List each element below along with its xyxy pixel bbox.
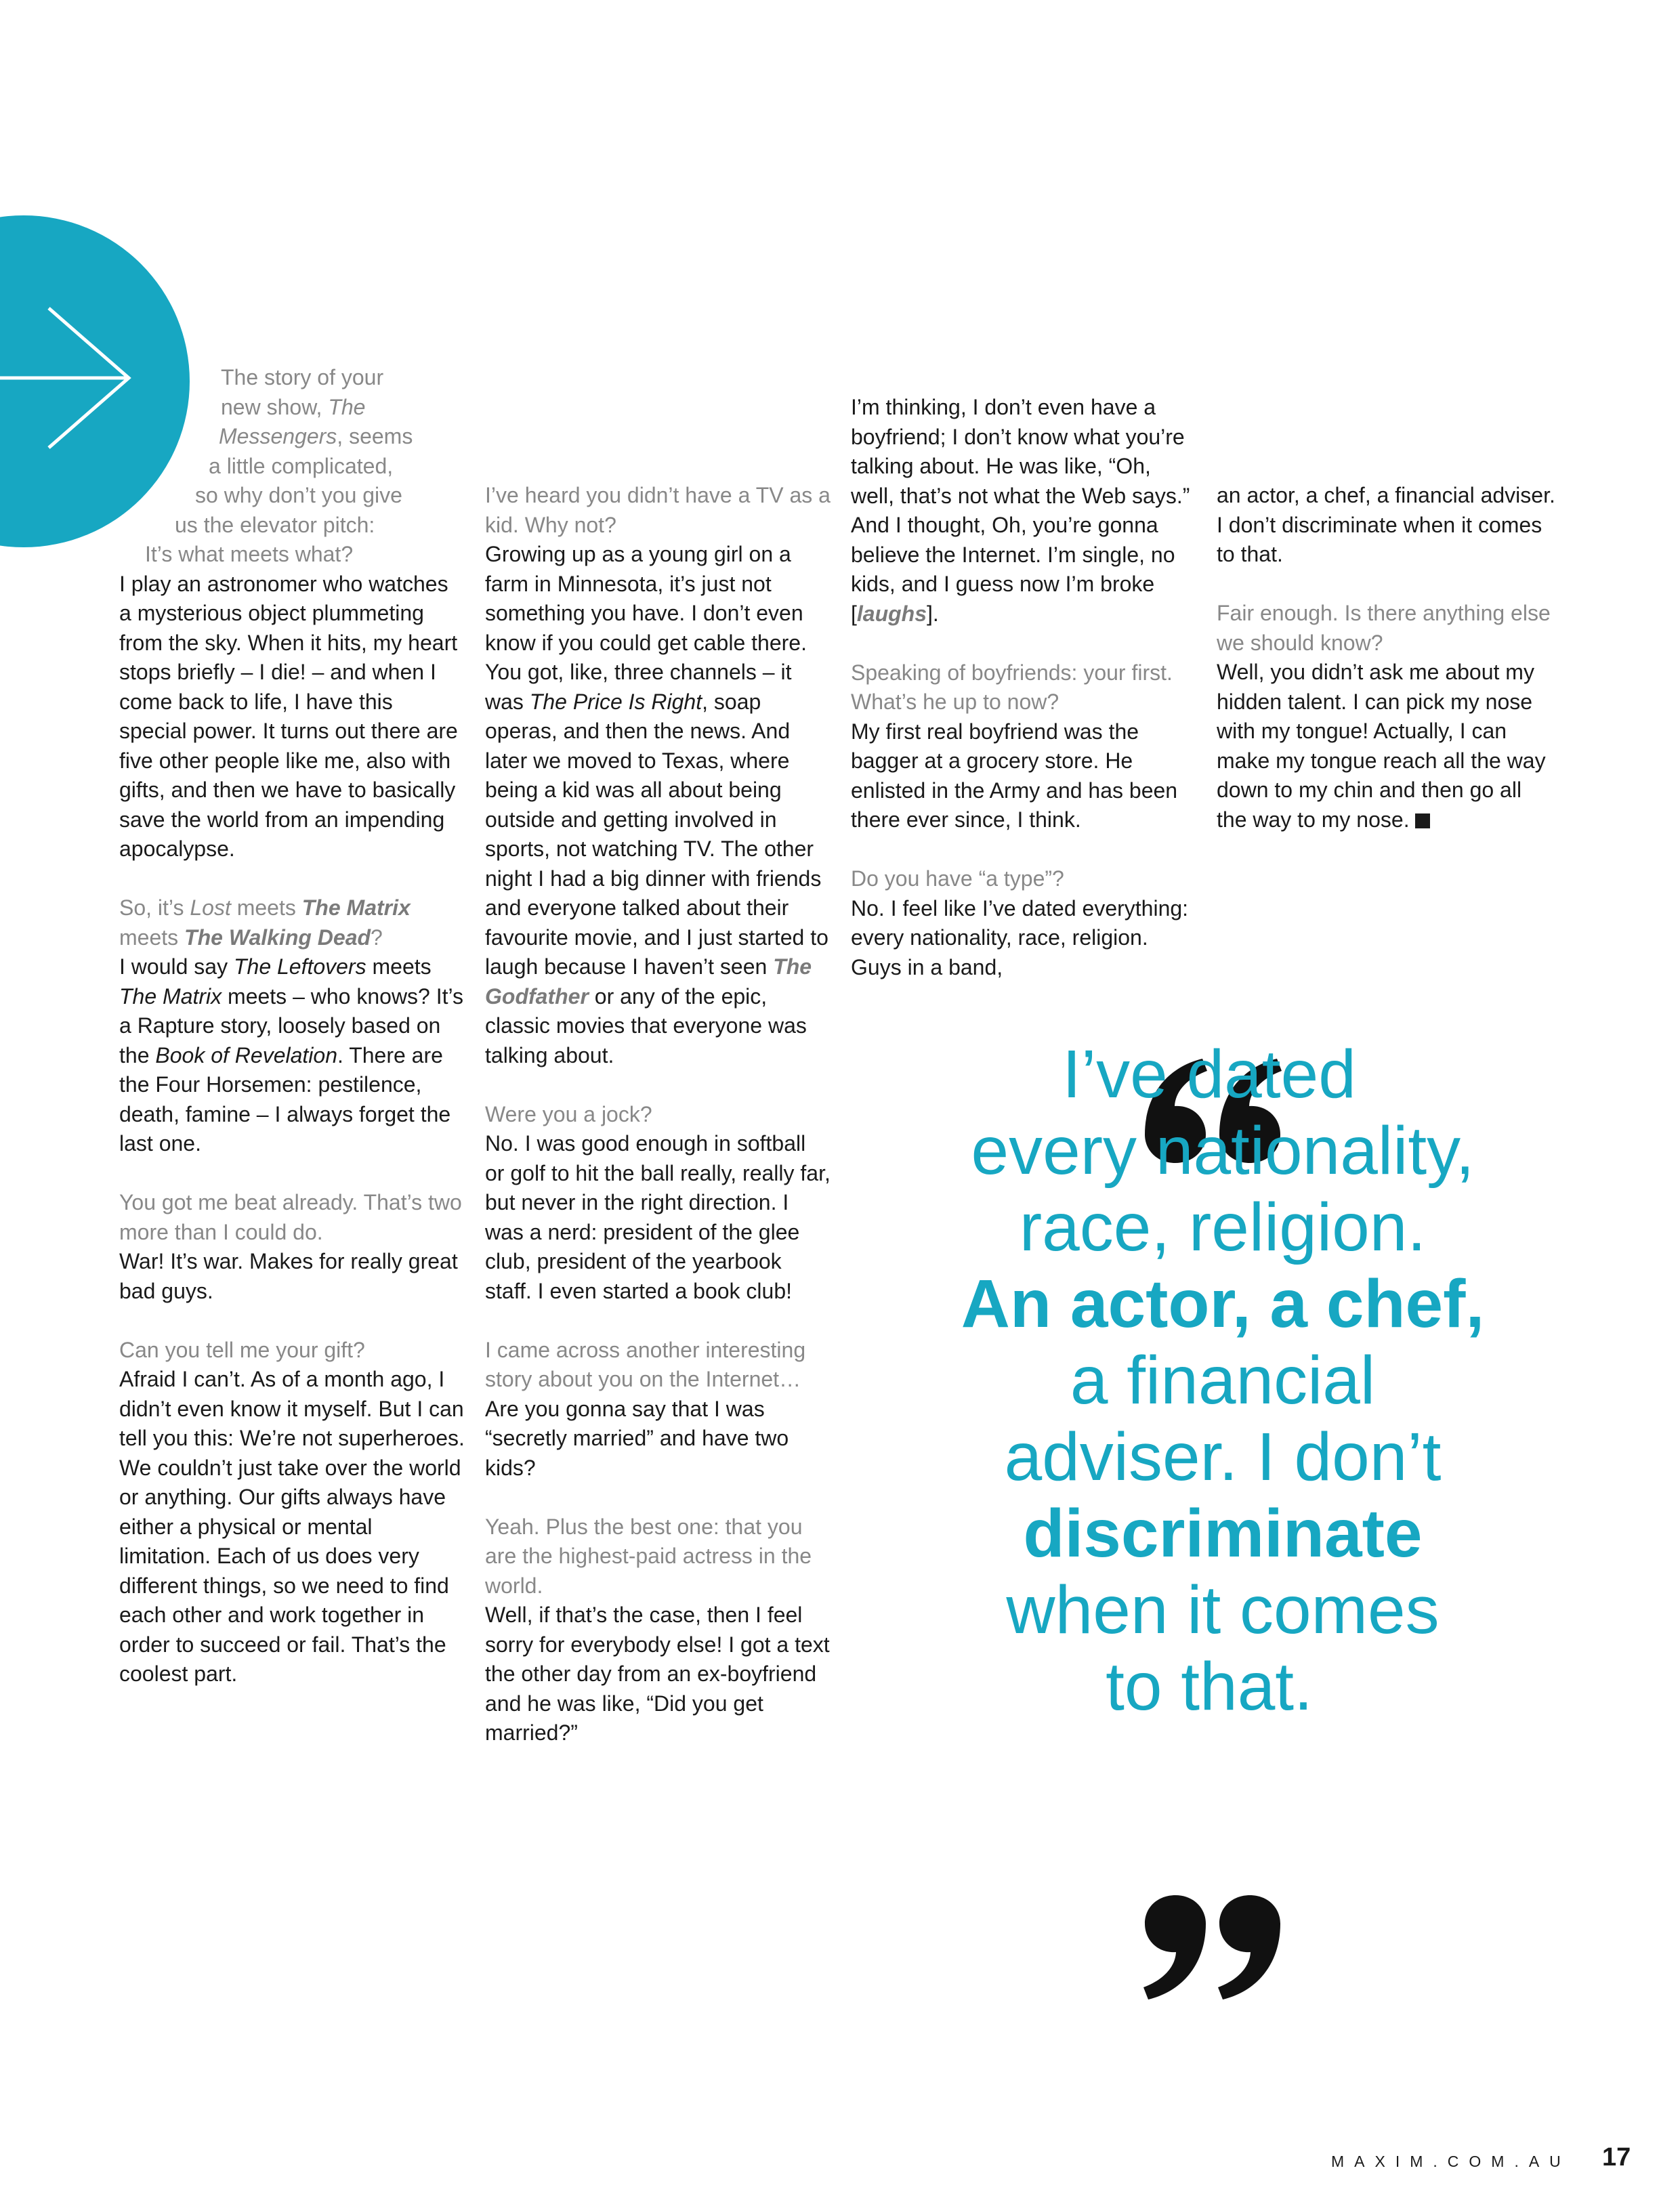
intro-line: a little complicated, <box>209 453 394 478</box>
arrow-right-icon <box>0 298 135 461</box>
pull-quote <box>935 1036 1511 1725</box>
question <box>119 893 465 952</box>
intro-text: new show, <box>221 394 329 419</box>
question: I’ve heard you didn’t have a TV as a kid. Why not? <box>485 483 831 537</box>
answer: No. I was good enough in softball or golf to hit the ball really, really far, but never in the right direction. I was a nerd: president of the glee club, president of the yearbook staff. I even started a book club! <box>485 1131 831 1303</box>
column-3 <box>851 393 1196 982</box>
pull-quote-line: adviser. I don’t <box>1004 1419 1442 1495</box>
answer: Afraid I can’t. As of a month ago, I didn’t even know it myself. But I can tell you this: We’re not superheroes. We couldn’t just take over the world or anything. Our gifts always have either a physical or mental limitation. Each of us does very different things, so we need to find each other and work together in order to succeed or fail. That’s the coolest part. <box>119 1367 465 1686</box>
intro-line <box>119 422 465 452</box>
page-number: 17 <box>1602 2143 1631 2172</box>
answer-text: ]. <box>927 601 939 626</box>
column-2 <box>485 481 831 1748</box>
question-text: meets <box>230 895 302 920</box>
title-lost: Lost <box>190 895 231 920</box>
question: Do you have “a type”? <box>851 866 1064 891</box>
intro-text: , seems <box>337 424 413 448</box>
intro-line: us the elevator pitch: <box>175 512 375 537</box>
title-leftovers: The Leftovers <box>233 954 366 979</box>
answer: Well, if that’s the case, then I feel sorry for everybody else! I got a text the other day from an ex-boyfriend and he was like, “Did you get married?” <box>485 1603 830 1745</box>
question: Fair enough. Is there anything else we should know? <box>1217 601 1551 655</box>
answer <box>119 952 465 1159</box>
question-text: So, it’s <box>119 895 190 920</box>
pull-quote-line: race, religion. <box>1019 1189 1427 1265</box>
pull-quote-line: I’ve dated <box>1062 1036 1356 1112</box>
pull-quote-line: a financial <box>1070 1342 1376 1418</box>
show-title-first: The <box>328 394 366 419</box>
answer-text: I would say <box>119 954 234 979</box>
question-text: ? <box>371 925 383 950</box>
column-4 <box>1217 481 1555 834</box>
intro-line: The story of your <box>221 365 384 389</box>
answer-text: Growing up as a young girl on a farm in Minnesota, it’s just not something you have. I don’t even know if you could get cable there. You got, like, three channels – it was <box>485 542 807 714</box>
intro-line: It’s what meets what? <box>145 542 354 566</box>
answer-text: meets – who knows? It’s a Rapture story, loosely based on the <box>119 983 464 1067</box>
answer: I play an astronomer who watches a mysterious object plummeting from the sky. When it hits, my heart stops briefly – I die! – and when I come back to life, I have this special power. It turns out there are five other people like me, also with gifts, and then we have to basically save the world from an impending apocalypse. <box>119 571 458 861</box>
question: Yeah. Plus the best one: that you are the highest-paid actress in the world. <box>485 1514 812 1598</box>
title-matrix: The Matrix <box>119 983 222 1009</box>
answer: My first real boyfriend was the bagger at a grocery store. He enlisted in the Army and has been there ever since, I think. <box>851 719 1178 832</box>
answer <box>851 393 1196 629</box>
intro-line <box>119 393 465 423</box>
answer: No. I feel like I’ve dated everything: every nationality, race, religion. Guys in a band, <box>851 895 1189 979</box>
title-matrix: The Matrix <box>301 895 411 920</box>
answer <box>485 540 831 1070</box>
answer: Are you gonna say that I was “secretly married” and have two kids? <box>485 1396 789 1480</box>
answer-text: Well, you didn’t ask me about my hidden talent. I can pick my nose with my tongue! Actually, I can make my tongue reach all the way down to my chin and then go all the way to my nose. <box>1217 660 1546 832</box>
question: Speaking of boyfriends: your first. What’s he up to now? <box>851 660 1173 714</box>
answer <box>1217 658 1555 834</box>
pull-quote-line: when it comes <box>1006 1572 1440 1648</box>
answer-text: , soap operas, and then the news. And later we moved to Texas, where being a kid was all about being outside and getting involved in sports, not watching TV. The other night I had a big dinner with friends and everyone talked about their favourite movie, and I just started to laugh because I haven’t seen <box>485 689 828 979</box>
site-url: MAXIM.COM.AU <box>1331 2153 1571 2170</box>
title-book: Book of Revelation <box>155 1042 337 1067</box>
question: You got me beat already. That’s two more than I could do. <box>119 1190 462 1244</box>
pull-quote-line: discriminate <box>1023 1496 1423 1571</box>
show-title-second: Messengers <box>219 424 337 448</box>
pull-quote-line: An actor, a chef, <box>961 1266 1485 1342</box>
answer-text: I’m thinking, I don’t even have a boyfriend; I don’t know what you’re talking about. He was like, “Oh, well, that’s not what the Web says.” And I thought, Oh, you’re gonna believe the Internet. I’m single, no kids, and I guess now I’m broke [ <box>851 395 1190 626</box>
pull-quote-line: to that. <box>1106 1649 1313 1725</box>
answer: War! It’s war. Makes for really great bad guys. <box>119 1249 458 1303</box>
answer-text: meets <box>366 954 432 979</box>
question: Were you a jock? <box>485 1101 652 1126</box>
title-price-is-right: The Price Is Right <box>529 689 702 714</box>
intro-line: so why don’t you give <box>195 483 402 507</box>
pull-quote-line: every nationality, <box>971 1113 1475 1189</box>
close-quote-icon <box>1138 1893 1287 2005</box>
answer: an actor, a chef, a financial adviser. I don’t discriminate when it comes to that. <box>1217 483 1555 566</box>
column-1 <box>119 363 465 1689</box>
laughs-aside: laughs <box>856 601 927 626</box>
answer-text: or any of the epic, classic movies that everyone was talking about. <box>485 983 807 1067</box>
question: I came across another interesting story about you on the Internet… <box>485 1337 806 1391</box>
question-text: meets <box>119 925 185 950</box>
title-walking-dead: The Walking Dead <box>184 925 371 950</box>
title-godfather: The Godfather <box>485 954 812 1009</box>
end-mark-icon <box>1415 813 1430 828</box>
answer-text: . There are the Four Horsemen: pestilence, death, famine – I always forget the last one. <box>119 1042 451 1156</box>
intro-question <box>119 363 465 570</box>
question: Can you tell me your gift? <box>119 1337 365 1362</box>
